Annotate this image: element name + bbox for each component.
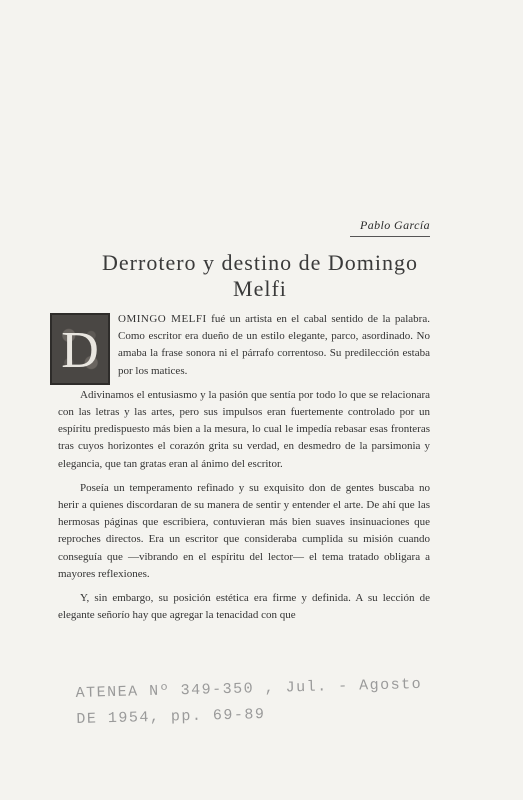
author-underline [350, 236, 430, 237]
title-line-2: Melfi [233, 276, 287, 301]
article-body [58, 311, 430, 631]
paragraph-3: Poseía un temperamento refinado y su exquisito don de gentes buscaba no herir a quienes discordaran de su manera de sentir y entender el arte. De ahí que las hermosas páginas que escribiera, contuvieran más bien suaves insinuaciones que reproches directos. Era un escritor que consideraba cumplida su misión cuando conseguía que —vibrando en el espíritu del lector— el tema tratado obligara a mayores reflexiones. [58, 481, 430, 580]
title-line-1: Derrotero y destino de Domingo [102, 250, 418, 275]
citation-line-2: DE 1954, pp. 69-89 [76, 706, 266, 728]
article-title [40, 250, 480, 302]
author-name: Pablo García [359, 218, 430, 232]
paragraph-1-text: fué un artista en el cabal sentido de la palabra. Como escritor era dueño de un estilo elegante, parco, asordinado. No amaba la frase sonora ni el párrafo correntoso. Su predilección estaba por los matices. [118, 313, 430, 377]
handwritten-citation [75, 671, 456, 733]
paragraph-2: Adivinamos el entusiasmo y la pasión que sentía por todo lo que se relacionara con las letras y las artes, pero sus impulsos eran fuertemente controlado por un espíritu predispuesto más bien a la mesura, lo cual le impedía rebasar esas fronteras tras cuyos horizontes el corazón grita su verdad, en desmedro de la parsimonia y elegancia, que tan gratas eran al ánimo del escritor. [58, 388, 430, 470]
ornamental-initial: D [50, 313, 110, 385]
citation-line-1: ATENEA Nº 349-350 , Jul. - Agosto [75, 675, 423, 702]
lead-in-text: OMINGO MELFI [118, 313, 207, 325]
paragraph-1 [58, 311, 430, 380]
paragraph-4: Y, sin embargo, su posición estética era firme y definida. A su lección de elegante señorío hay que agregar la tenacidad con que [58, 592, 430, 622]
